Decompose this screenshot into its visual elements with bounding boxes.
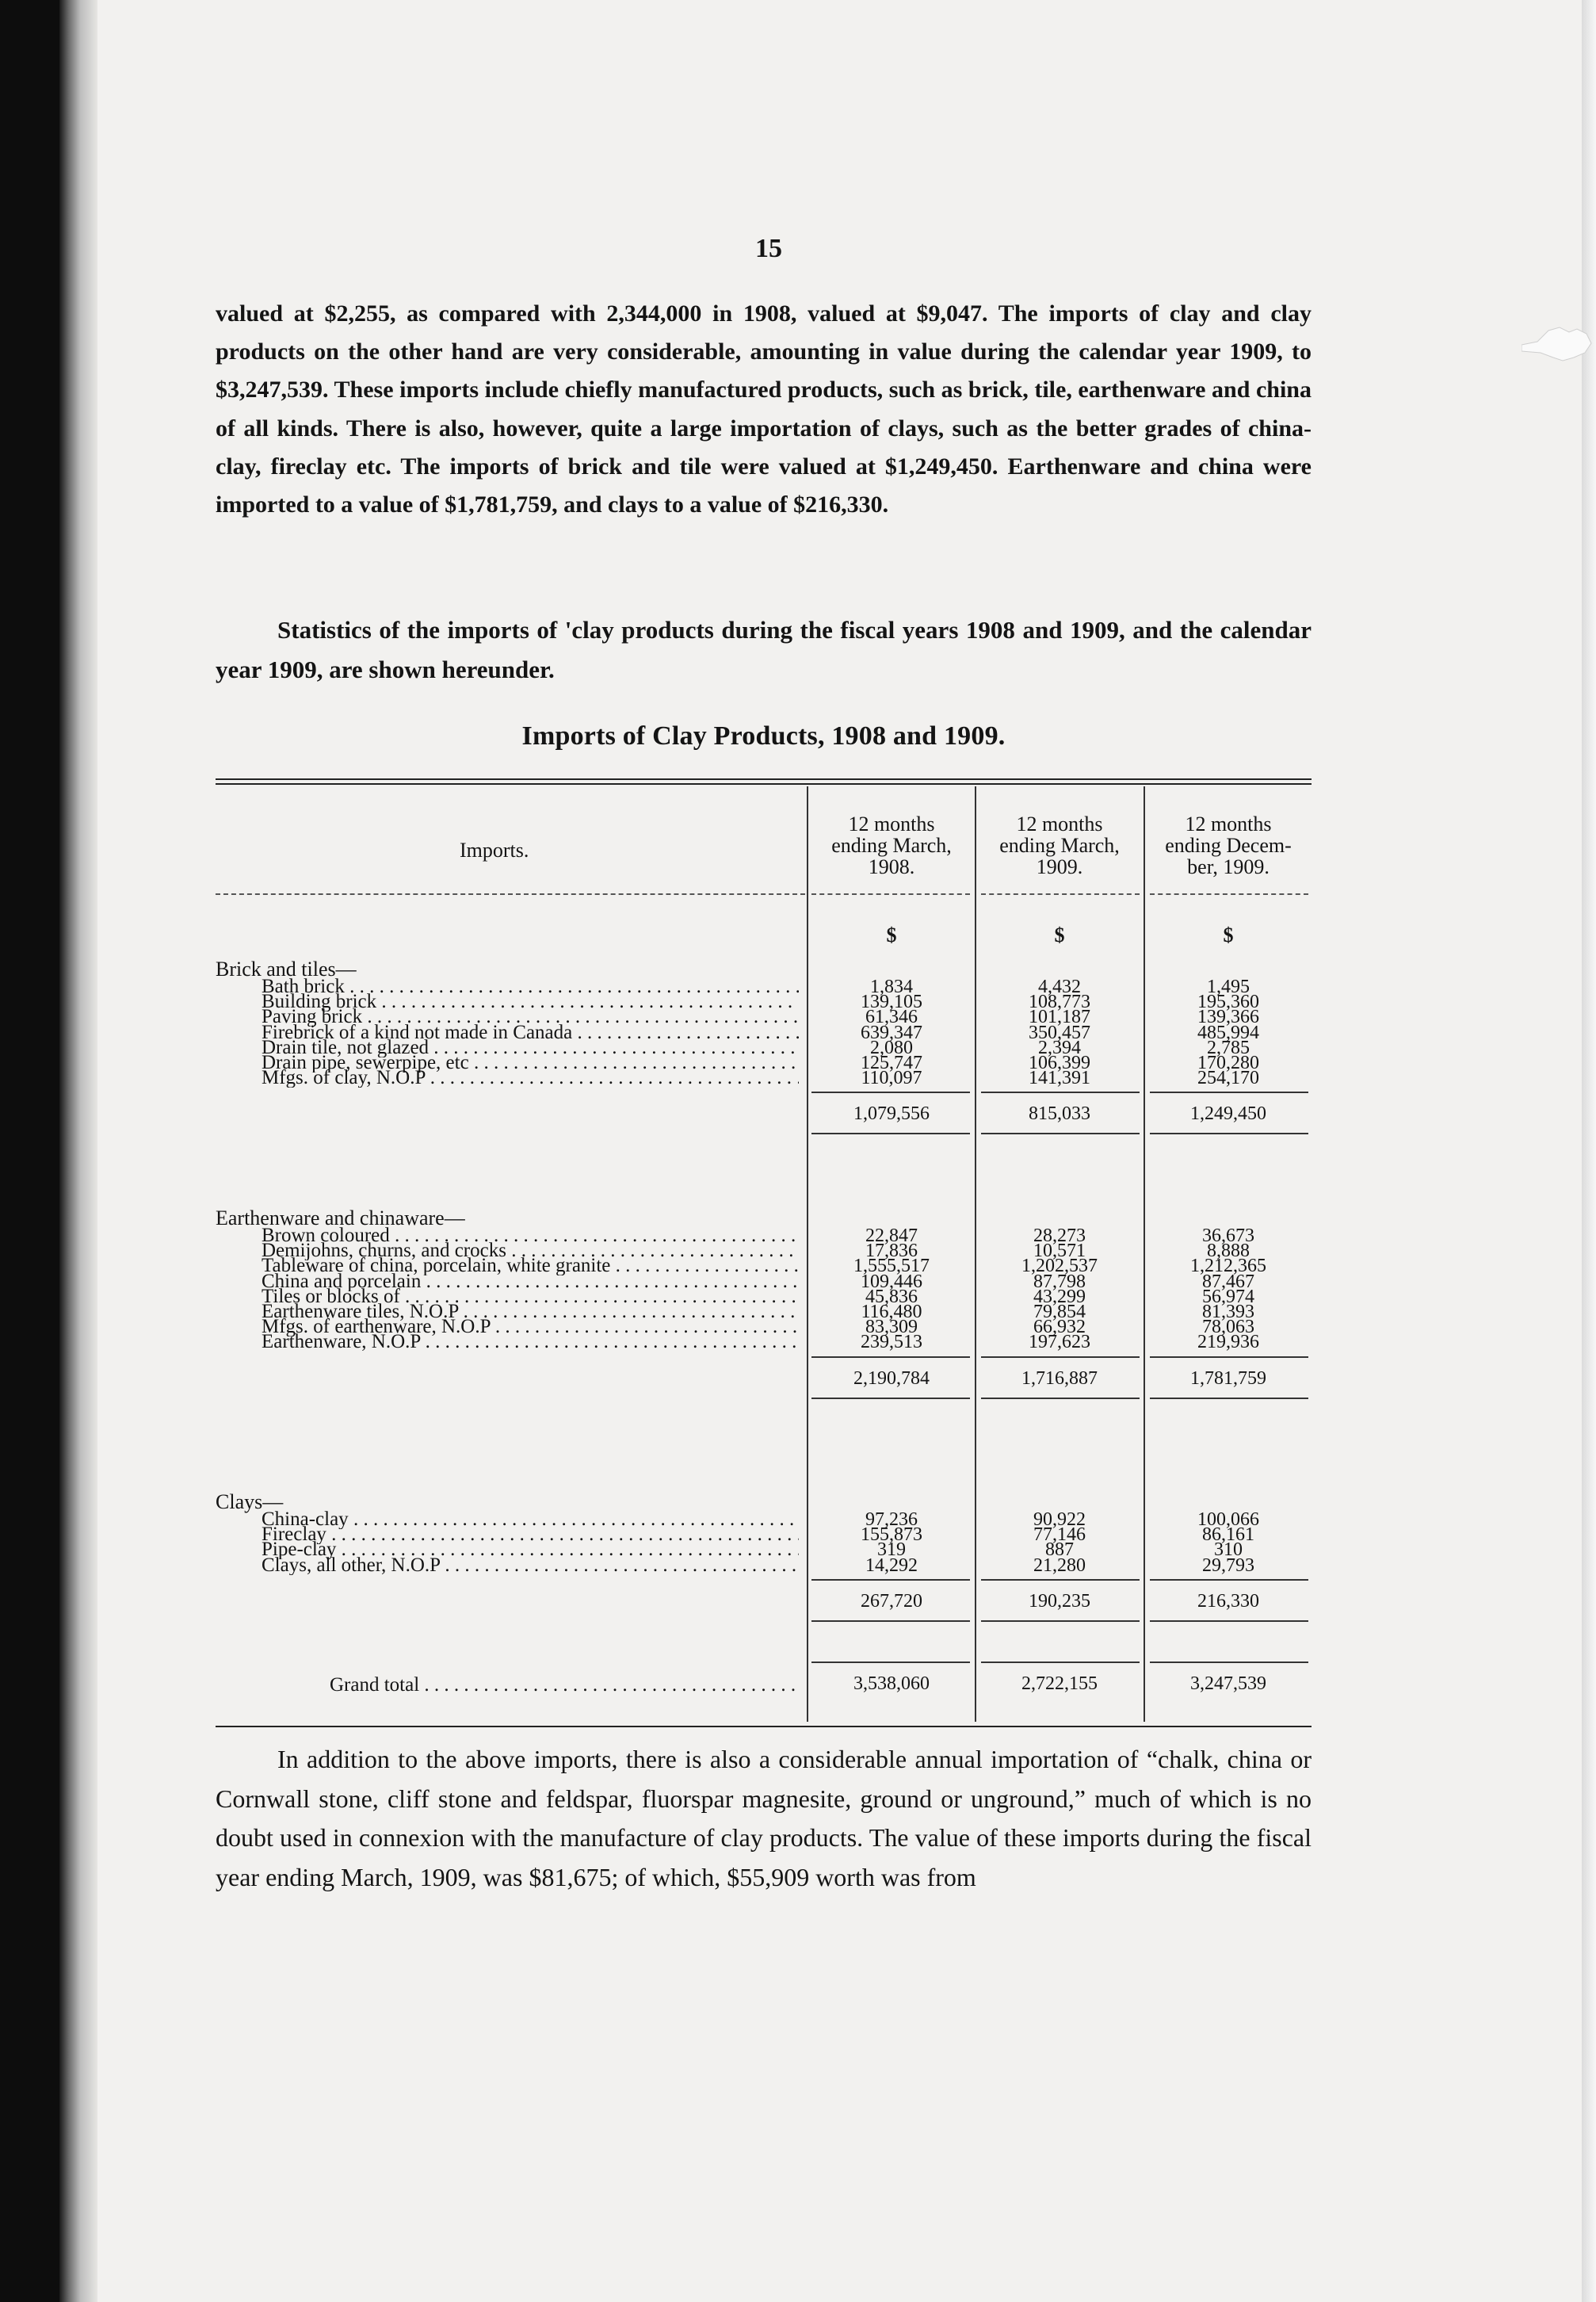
table-cell-value: 101,187 xyxy=(1029,1007,1090,1028)
column-header-december-1909 xyxy=(1145,813,1312,878)
grand-total-rule xyxy=(811,1661,970,1663)
table-cell-value: 1,555,517 xyxy=(853,1256,930,1277)
table-cell-value: 87,798 xyxy=(1033,1271,1086,1292)
section-total-value: 815,033 xyxy=(1029,1103,1090,1125)
section-total-rule xyxy=(811,1133,970,1134)
table-cell-value: 155,873 xyxy=(861,1524,922,1546)
section-total-value: 1,781,759 xyxy=(1190,1367,1266,1389)
table-cell-value: 485,994 xyxy=(1197,1022,1259,1043)
table-cell-value: 29,793 xyxy=(1202,1554,1254,1576)
table-cell-value: 45,836 xyxy=(865,1286,918,1307)
table-row-label: Tableware of china, porcelain, white granite . . . xyxy=(262,1256,799,1275)
section-total-value: 2,190,784 xyxy=(853,1367,930,1389)
section-total-value: 1,716,887 xyxy=(1021,1367,1098,1389)
table-cell-value: 319 xyxy=(877,1539,906,1561)
table-row-label: China and porcelain . . . xyxy=(262,1272,799,1291)
table-cell-value: 61,346 xyxy=(865,1007,918,1028)
table-cell-value: 4,432 xyxy=(1038,977,1081,997)
subtotal-rule xyxy=(811,1579,970,1581)
table-title: Imports of Clay Products, 1908 and 1909. xyxy=(521,721,1006,751)
column-header-line: ending March, xyxy=(831,834,952,857)
table-row-label: Clays, all other, N.O.P . . . xyxy=(262,1556,799,1575)
section-total-rule xyxy=(811,1398,970,1399)
table-row-label: Earthenware tiles, N.O.P . . . xyxy=(262,1302,799,1321)
grand-total-value: 2,722,155 xyxy=(1021,1673,1098,1694)
table-row-label: Firebrick of a kind not made in Canada . . . xyxy=(262,1023,799,1042)
table-cell-value: 1,495 xyxy=(1207,977,1250,997)
column-header-line: 12 months xyxy=(1016,813,1103,836)
column-header-line: ber, 1909. xyxy=(1187,855,1270,878)
column-header-line: 12 months xyxy=(1185,813,1272,836)
paragraph-intro: valued at $2,255, as compared with 2,344,000 in 1908, valued at $9,047. The imports of clay and clay products on the other hand are very considerable, amounting in value during the calendar year 1909, to $3,247,539. These imports include chiefly manufactured products, such as brick, tile, earthenware and china of all kinds. There is also, however, quite a large importation of clays, such as the better grades of china-clay, fireclay etc. The imports of brick and tile were valued at $1,249,450. Earthenware and china were imported to a value of $1,781,759, and clays to a value of $216,330. xyxy=(216,300,1312,518)
table-cell-value: 79,854 xyxy=(1033,1302,1086,1322)
table-cell-value: 139,366 xyxy=(1197,1007,1259,1028)
subtotal-rule xyxy=(1150,1092,1308,1093)
section-heading: Brick and tiles— xyxy=(216,958,357,981)
table-cell-value: 90,922 xyxy=(1033,1509,1086,1530)
table-cell-value: 1,202,537 xyxy=(1021,1256,1098,1277)
section-total-value: 1,249,450 xyxy=(1190,1103,1266,1125)
paper-clip-mark-icon xyxy=(1522,321,1593,377)
table-cell-value: 239,513 xyxy=(861,1332,922,1353)
section-heading: Clays— xyxy=(216,1490,284,1513)
grand-total-value: 3,538,060 xyxy=(853,1673,930,1694)
table-row-label: Mfgs. of clay, N.O.P . . . xyxy=(262,1069,799,1088)
table-cell-value: 197,623 xyxy=(1029,1332,1090,1353)
subtotal-rule xyxy=(981,1579,1140,1581)
table-cell-value: 110,097 xyxy=(861,1068,922,1089)
table-cell-value: 125,747 xyxy=(861,1053,922,1073)
table-cell-value: 14,292 xyxy=(865,1554,918,1576)
table-bottom-rule xyxy=(216,1726,1312,1727)
section-total-rule xyxy=(1150,1620,1308,1622)
table-cell-value: 66,932 xyxy=(1033,1317,1086,1338)
table-cell-value: 36,673 xyxy=(1202,1226,1254,1246)
table-cell-value: 108,773 xyxy=(1029,992,1090,1013)
table-cell-value: 2,394 xyxy=(1038,1037,1081,1058)
table-cell-value: 28,273 xyxy=(1033,1226,1086,1246)
page-number: 15 xyxy=(755,234,782,263)
column-header-line: 1909. xyxy=(1036,855,1083,878)
table-cell-value: 78,063 xyxy=(1202,1317,1254,1338)
table-row-label: Drain pipe, sewerpipe, etc . . . xyxy=(262,1053,799,1073)
table-cell-value: 17,836 xyxy=(865,1241,918,1262)
table-cell-value: 139,105 xyxy=(861,992,922,1013)
column-header-march-1909 xyxy=(976,813,1143,878)
header-underline xyxy=(1150,893,1308,895)
table-cell-value: 77,146 xyxy=(1033,1524,1086,1546)
table-cell-value: 86,161 xyxy=(1202,1524,1254,1546)
subtotal-rule xyxy=(1150,1579,1308,1581)
table-cell-value: 310 xyxy=(1214,1539,1243,1561)
table-cell-value: 639,347 xyxy=(861,1022,922,1043)
table-cell-value: 1,834 xyxy=(870,977,913,997)
section-total-value: 1,079,556 xyxy=(853,1103,930,1125)
header-underline xyxy=(811,893,970,895)
table-cell-value: 1,212,365 xyxy=(1190,1256,1266,1277)
grand-total-label: Grand total . . . xyxy=(330,1674,799,1696)
subtotal-rule xyxy=(981,1092,1140,1093)
table-row-label: Bath brick . . . xyxy=(262,977,799,996)
table-cell-value: 56,974 xyxy=(1202,1286,1254,1307)
imports-column-header: Imports. xyxy=(460,839,529,862)
section-total-value: 216,330 xyxy=(1197,1590,1259,1612)
table-row-label: Fireclay . . . xyxy=(262,1525,799,1544)
table-cell-value: 887 xyxy=(1045,1539,1074,1561)
page-binding-edge xyxy=(59,0,97,2302)
table-row-label: Earthenware, N.O.P . . . xyxy=(262,1333,799,1352)
column-header-march-1908 xyxy=(808,813,975,878)
currency-symbol: $ xyxy=(886,923,897,946)
section-total-rule xyxy=(811,1620,970,1622)
table-cell-value: 116,480 xyxy=(861,1302,922,1322)
table-cell-value: 254,170 xyxy=(1197,1068,1259,1089)
table-cell-value: 81,393 xyxy=(1202,1302,1254,1322)
table-cell-value: 141,391 xyxy=(1029,1068,1090,1089)
currency-symbol: $ xyxy=(1223,923,1234,946)
table-row-label: Demijohns, churns, and crocks . . . xyxy=(262,1241,799,1260)
grand-total-rule xyxy=(981,1661,1140,1663)
table-row-label: Brown coloured . . . xyxy=(262,1226,799,1245)
table-cell-value: 43,299 xyxy=(1033,1286,1086,1307)
table-cell-value: 22,847 xyxy=(865,1226,918,1246)
grand-total-value: 3,247,539 xyxy=(1190,1673,1266,1694)
table-cell-value: 87,467 xyxy=(1202,1271,1254,1292)
table-cell-value: 350,457 xyxy=(1029,1022,1090,1043)
table-cell-value: 2,785 xyxy=(1207,1037,1250,1058)
column-header-line: 1908. xyxy=(868,855,915,878)
table-cell-value: 219,936 xyxy=(1197,1332,1259,1353)
table-cell-value: 97,236 xyxy=(865,1509,918,1530)
table-cell-value: 8,888 xyxy=(1207,1241,1250,1262)
paragraph-addition: In addition to the above imports, there is also a considerable annual importation of “chalk, china or Cornwall stone, cliff stone and feldspar, fluorspar magnesite, ground or unground,” much of which is no doubt used in connexion with the manufacture of clay products. The value of these imports during the fiscal year ending March, 1909, was $81,675; of which, $55,909 worth was from xyxy=(216,1745,1312,1891)
currency-symbol: $ xyxy=(1054,923,1065,946)
table-row-label: Mfgs. of earthenware, N.O.P . . . xyxy=(262,1317,799,1336)
table-cell-value: 195,360 xyxy=(1197,992,1259,1013)
table-row-label: Paving brick . . . xyxy=(262,1008,799,1027)
section-total-rule xyxy=(981,1620,1140,1622)
table-row-label: Pipe-clay . . . xyxy=(262,1540,799,1559)
table-cell-value: 83,309 xyxy=(865,1317,918,1338)
section-total-rule xyxy=(981,1398,1140,1399)
column-header-line: ending Decem- xyxy=(1165,834,1292,857)
table-cell-value: 100,066 xyxy=(1197,1509,1259,1530)
table-row-label: Drain tile, not glazed . . . xyxy=(262,1038,799,1057)
table-cell-value: 2,080 xyxy=(870,1037,913,1058)
table-row-label: Tiles or blocks of . . . xyxy=(262,1287,799,1306)
column-header-line: ending March, xyxy=(999,834,1120,857)
table-cell-value: 170,280 xyxy=(1197,1053,1259,1073)
subtotal-rule xyxy=(981,1356,1140,1358)
subtotal-rule xyxy=(1150,1356,1308,1358)
section-total-value: 190,235 xyxy=(1029,1590,1090,1612)
table-top-rule xyxy=(216,778,1312,785)
grand-total-rule xyxy=(1150,1661,1308,1663)
table-cell-value: 106,399 xyxy=(1029,1053,1090,1073)
column-header-line: 12 months xyxy=(848,813,935,836)
paragraph-statistics: Statistics of the imports of 'clay products during the fiscal years 1908 and 1909, and the calendar year 1909, are shown hereunder. xyxy=(216,616,1312,683)
header-underline xyxy=(216,893,805,895)
table-row-label: Building brick . . . xyxy=(262,992,799,1011)
section-heading: Earthenware and chinaware— xyxy=(216,1206,465,1229)
section-total-value: 267,720 xyxy=(861,1590,922,1612)
subtotal-rule xyxy=(811,1356,970,1358)
table-row-label: China-clay . . . xyxy=(262,1510,799,1529)
section-total-rule xyxy=(981,1133,1140,1134)
table-cell-value: 109,446 xyxy=(861,1271,922,1292)
table-cell-value: 10,571 xyxy=(1033,1241,1086,1262)
section-total-rule xyxy=(1150,1398,1308,1399)
section-total-rule xyxy=(1150,1133,1308,1134)
header-underline xyxy=(981,893,1140,895)
table-cell-value: 21,280 xyxy=(1033,1554,1086,1576)
subtotal-rule xyxy=(811,1092,970,1093)
